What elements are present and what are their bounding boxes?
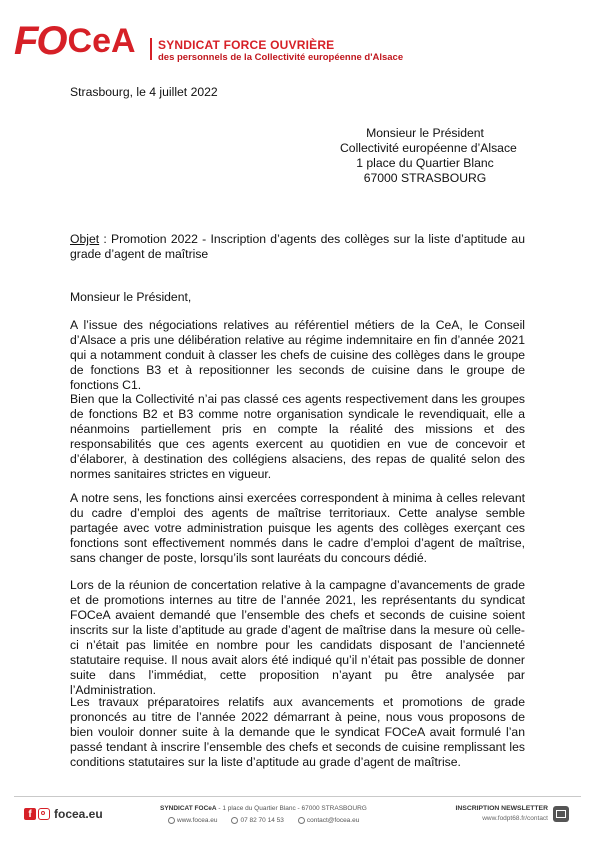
instagram-icon[interactable]	[38, 808, 50, 820]
body-paragraph: A notre sens, les fonctions ainsi exercées correspondent à minima à celles relevant du cadre d’emploi des agents de maîtrise territoriaux. Cette analyse semble partagée avec votre administration puisque les agents des collèges exerçant ces fonctions sont effectivement nommés dans le cadre d’emploi d’agent de maîtrise, sans changer de poste, lorsqu’ils sont lauréats du concours dédié.	[70, 491, 525, 565]
recipient-line: Collectivité européenne d’Alsace	[340, 141, 517, 155]
salutation: Monsieur le Président,	[70, 290, 192, 304]
footer-address	[160, 805, 367, 812]
letter-subject	[70, 232, 525, 262]
body-paragraph: Bien que la Collectivité n’ai pas classé ces agents respectivement dans les groupes de fonctions B2 et B3 comme notre organisation syndicale le revendiquait, elle a néanmoins partiellement pris en compte la réalité des missions et des responsabilités que ces agents exercent au quotidien en vue de concevoir et d’élaborer, à destination des collégiens alsaciens, des repas de qualité selon des normes sanitaires strictes en vigueur.	[70, 392, 525, 481]
logo-cea-text: CeA	[67, 22, 136, 60]
focea-logo	[14, 18, 136, 64]
subject-text: : Promotion 2022 - Inscription d’agents des collèges sur la liste d’aptitude au grade d’agent de maîtrise	[70, 232, 525, 261]
body-paragraph: Les travaux préparatoires relatifs aux avancements et promotions de grade prononcés au titre de l’année 2022 démarrant à peine, nous vous proposons de bien vouloir donner suite à la demande que le syndicat FOCeA avait formulé l’an passé tendant à inscrire l’ensemble des chefs et seconds de cuisine remplissant les conditions statutaires sur la liste d’aptitude au grade d’agent de maîtrise.	[70, 695, 525, 769]
union-title: SYNDICAT FORCE OUVRIÈRE	[158, 38, 335, 52]
recipient-line: 67000 STRASBOURG	[363, 171, 487, 185]
body-paragraph: A l’issue des négociations relatives au référentiel métiers de la CeA, le Conseil d’Alsace a pris une délibération relative au régime indemnitaire en fin d’année 2021 qui a notamment conduit à classer les chefs de cuisine des collèges dans le groupe de fonctions B3 et à repositionner les seconds de cuisine dans le groupe de fonctions C1.	[70, 318, 525, 392]
footer-social	[24, 807, 103, 821]
footer-site-link[interactable]: focea.eu	[54, 807, 103, 821]
mail-icon[interactable]	[553, 806, 569, 822]
letter-date: Strasbourg, le 4 juillet 2022	[70, 85, 218, 99]
footer-union-name: SYNDICAT FOCeA	[160, 805, 217, 812]
body-paragraph: Lors de la réunion de concertation relative à la campagne d’avancements de grade et de promotions internes au titre de l’année 2021, les représentants du syndicat FOCeA avaient demandé que l’ensemble des chefs et seconds de cuisine soient inscrits sur la liste d’aptitude au grade d’agent de maîtrise dans la mesure où celle-ci n’était pas limitée en nombre pour les candidats disposant de l’ancienneté statutaire requise. Il nous avait alors été indiqué qu’il n’était pas possible de donner suite dans l’immédiat, cette proposition n’ayant pu être analysée par l’Administration.	[70, 578, 525, 697]
logo-fo-text: FO	[14, 19, 66, 63]
footer-address-text: - 1 place du Quartier Blanc - 67000 STRASBOURG	[216, 805, 367, 812]
header-divider	[150, 38, 152, 60]
newsletter-label: INSCRIPTION NEWSLETTER	[455, 805, 548, 812]
at-icon	[298, 817, 305, 824]
union-subtitle: des personnels de la Collectivité européenne d'Alsace	[158, 52, 404, 63]
recipient-line: Monsieur le Président	[366, 126, 484, 140]
facebook-icon[interactable]: f	[24, 808, 36, 820]
recipient-line: 1 place du Quartier Blanc	[356, 156, 494, 170]
footer-contacts	[168, 817, 359, 824]
recipient-address	[340, 126, 517, 186]
footer-email[interactable]: contact@focea.eu	[306, 817, 360, 824]
footer-divider	[14, 796, 581, 797]
phone-icon	[231, 817, 238, 824]
footer-phone[interactable]: 07 82 70 14 53	[240, 817, 284, 824]
subject-label: Objet	[70, 232, 100, 246]
newsletter-url[interactable]: www.fodpt68.fr/contact	[482, 815, 548, 822]
footer-website[interactable]: www.focea.eu	[177, 817, 218, 824]
footer-newsletter	[440, 805, 548, 822]
globe-icon	[168, 817, 175, 824]
